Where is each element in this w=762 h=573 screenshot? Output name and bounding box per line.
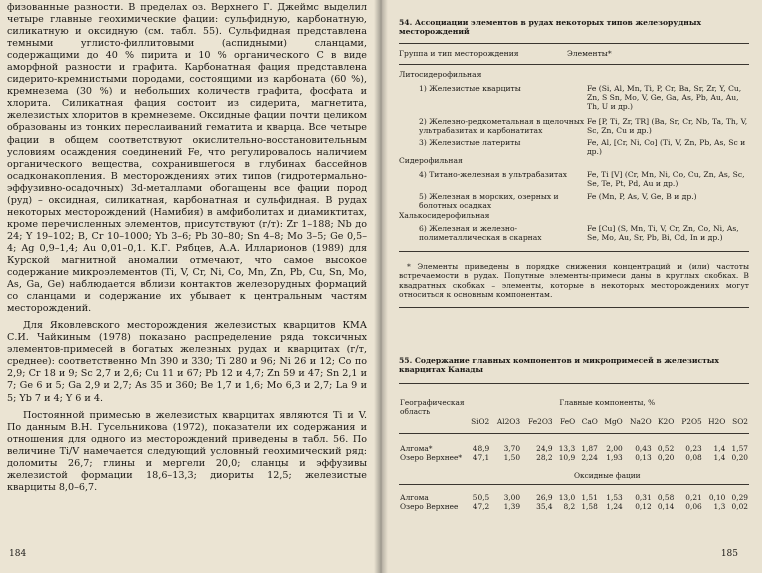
table-54-row bbox=[399, 224, 749, 243]
left-body-text bbox=[7, 2, 367, 494]
table-54-group-row: Литосидерофильная bbox=[399, 70, 482, 80]
table-54-row bbox=[399, 192, 749, 211]
table-54-col1-header: Группа и тип месторождения bbox=[399, 48, 519, 58]
table-54-type: 4) Титано-железная в ультрабазитах bbox=[419, 169, 568, 179]
col-p2o5: P2O5 bbox=[681, 417, 702, 427]
right-page-number: 185 bbox=[720, 549, 738, 559]
table-54-elements: Fe [Cu] (S, Mn, Ti, V, Cr, Zn, Co, Ni, As, Se, Mo, Au, Sr, Pb, Bi, Cd, In и др.) bbox=[587, 223, 739, 243]
table-54-elements: Fe (Si, Al, Mn, Ti, P, Cr, Ba, Sr, Zr, Y, Cu, Zn, S Sn, Mo, V, Ge, Ga, As, Pb, Au, Au, Th, U и др.) bbox=[587, 83, 742, 112]
col-na2o: Na2O bbox=[630, 417, 652, 427]
col-mgo: MgO bbox=[604, 417, 623, 427]
table-55-group-header: Главные компоненты, % bbox=[559, 397, 656, 407]
col-so2: SO2 bbox=[732, 417, 748, 427]
right-page bbox=[381, 0, 762, 573]
col-h2o: H2O bbox=[708, 417, 726, 427]
table-54-row bbox=[399, 138, 749, 157]
paragraph-2: Для Яковлевского месторождения железистых кварцитов КМА С.И. Чайкиным (1978) показано распределение ряда токсичных элементов-примесей в богатых железных рудах и кварцитах (г/т, среднее): соответственно Mn 390 и 330; Ti 280 и 96; Ni 26 и 12; Co по 2,9; Cr 18 и 9; Sc 2,7 и 2,6; Cu 11 и 67; Pb 12 и 4,7; Zn 59 и 47; Sn 2,1 и 7; Ge 6 и 5; Ga 2,9 и 2,7; As 35 и 360; Be 1,7 и 1,6; Mo 6,3 и 2,7; La 9 и 5; Yb 7 и 4; Y 6 и 4. bbox=[7, 320, 367, 404]
table-54-group-row: Халькосидерофильная bbox=[399, 210, 490, 220]
table-54-type: 3) Железистые латериты bbox=[419, 137, 521, 147]
book-gutter bbox=[374, 0, 388, 573]
table-54-elements: Fe (Mn, P, As, V, Ge, B и др.) bbox=[587, 191, 697, 201]
table-row: Алгома 50,5 3,00 26,9 13,0 1,51 1,53 0,31 0,58 0,21 0,10 0,29 bbox=[400, 492, 748, 502]
table-54-type: 6) Железная и железно-полиметаллическая в скарнах bbox=[419, 223, 542, 243]
table-54-type: 1) Железистые кварциты bbox=[419, 83, 521, 93]
table-row: Озеро Верхнее 47,2 1,39 35,4 8,2 1,58 1,24 0,12 0,14 0,06 1,3 0,02 bbox=[400, 502, 748, 512]
table-55-caption: 55. Содержание главных компонентов и микропримесей в железистых кварцитах Канады bbox=[399, 356, 719, 375]
paragraph-3: Постоянной примесью в железистых кварцитах являются Ti и V. По данным В.Н. Гусельникова (1972), показатели их содержания и отношения для одного из месторождений приведены в табл. 56. По величине Ti/V намечается следующий условный геохимический ряд: доломиты 26,7; глины и мергели 20,0; сланцы и эффузивы железистой формации 18,6–13,3; диориты 12,5; железистые кварциты 8,0–6,7. bbox=[7, 409, 367, 493]
table-55-col1-header: Географическая область bbox=[400, 397, 465, 417]
table-row: Озеро Верхнее* 47,1 1,50 28,2 10,9 2,24 1,93 0,13 0,20 0,08 1,4 0,20 bbox=[400, 453, 748, 463]
table-54-header bbox=[399, 44, 749, 64]
col-fe2o3: Fe2O3 bbox=[528, 417, 553, 427]
table-54-elements: Fe, Ti [V] (Cr, Mn, Ni, Co, Cu, Zn, As, Sc, Se, Te, Pt, Pd, Au и др.) bbox=[587, 169, 745, 189]
table-54-row bbox=[399, 170, 749, 189]
table-54-elements: Fe [P, Ti, Zr, TR] (Ba, Sr, Cr, Nb, Ta, Th, V, Sc, Zn, Cu и др.) bbox=[587, 116, 748, 136]
table-54-row bbox=[399, 84, 749, 112]
table-55-section-title: Оксидные фации bbox=[573, 470, 641, 480]
table-54 bbox=[399, 18, 749, 308]
table-54-elements: Fe, Al, [Cr, Ni, Co] (Ti, V, Zn, Pb, As, Sc и др.) bbox=[587, 137, 746, 157]
table-54-type: 5) Железная в морских, озерных и болотных осадках bbox=[419, 191, 559, 211]
table-54-footnote: * Элементы приведены в порядке снижения концентраций и (или) частоты встречаемости в рудах. Попутные элементы-примеси даны в круглых скобках. В квадратных скобках – элементы, которые в некоторых месторождениях могут относиться к основным компонентам. bbox=[399, 261, 749, 299]
table-54-row bbox=[399, 117, 749, 136]
table-54-caption: 54. Ассоциации элементов в рудах некоторых типов железорудных месторождений bbox=[399, 18, 701, 37]
table-54-col2-header: Элементы* bbox=[567, 48, 612, 58]
table-55 bbox=[399, 356, 749, 512]
left-page-number: 184 bbox=[9, 549, 27, 559]
col-k2o: K2O bbox=[657, 417, 675, 427]
paragraph-1: физованные разности. В пределах оз. Верхнего Г. Джеймс выделил четыре главные геохимические фации: сульфидную, карбонатную, силикатную и оксидную (см. табл. 55). Сульфидная представлена темными углисто-филлитовыми (аспидными) сланцами, содержащими до 40 % пирита и 10 % органического С в виде аморфной разности и графита. Карбонатная фация представлена сидерито-кремнистыми породами, состоящими из карбоната (60 %), кремнезема (30 %) и небольших количеств графита, фосфата и хлорита. Силикатная фация состоит из сидерита, магнетита, железистых хлоритов в кремнеземе. Оксидные фации почти целиком образованы из тонких переслаиваний гематита и кварца. Все четыре фации в общем соответствуют окислительно-восстановительным условиям осаждения соединений Fe, что регулировалось наличием органического вещества, сохранившегося в глубинах бассейнов осадконакопления. В месторождениях этих типов (гидротермально-эффузивно-осадочных) 3d-металлами обогащены все фации пород (руд) – оксидная, силикатная, карбонатная и сульфидная. В рудах некоторых месторождений (Намибия) в амфиболитах и диамиктитах, кроме перечисленных элементов, присутствуют (г/т): Zr 1–188; Nb до 24; Y 19–102; В, Cr 10–1000; Yb 3–6; Pb 30–80; Sn 4–8; Mo 3–5; Ge 0,5–4; Ag 0,9–1,4; Au 0,01–0,1. К.Г. Рябцев, А.А. Илларионов (1989) для Курской магнитной аномалии отмечают, что самое высокое содержание микроэлементов (Ti, V, Cr, Ni, Co, Mn, Zn, Pb, Cu, Sn, Mo, As, Ga, Ge) наблюдается вблизи контактов железорудных формаций со сланцами и содержание их убывает к центральным частям месторождений. bbox=[7, 2, 367, 315]
col-sio2: SiO2 bbox=[471, 417, 490, 427]
table-54-type: 2) Железно-редкометальная в щелочных ультрабазитах и карбонатитах bbox=[419, 116, 585, 136]
table-row: Алгома* 48,9 3,70 24,9 13,3 1,87 2,00 0,43 0,52 0,23 1,4 1,57 bbox=[400, 443, 748, 453]
col-cao: CaO bbox=[581, 417, 598, 427]
table-55-grid bbox=[399, 384, 749, 512]
col-feo: FeO bbox=[560, 417, 576, 427]
table-54-group-row: Сидерофильная bbox=[399, 156, 463, 166]
col-al2o3: Al2O3 bbox=[496, 417, 521, 427]
